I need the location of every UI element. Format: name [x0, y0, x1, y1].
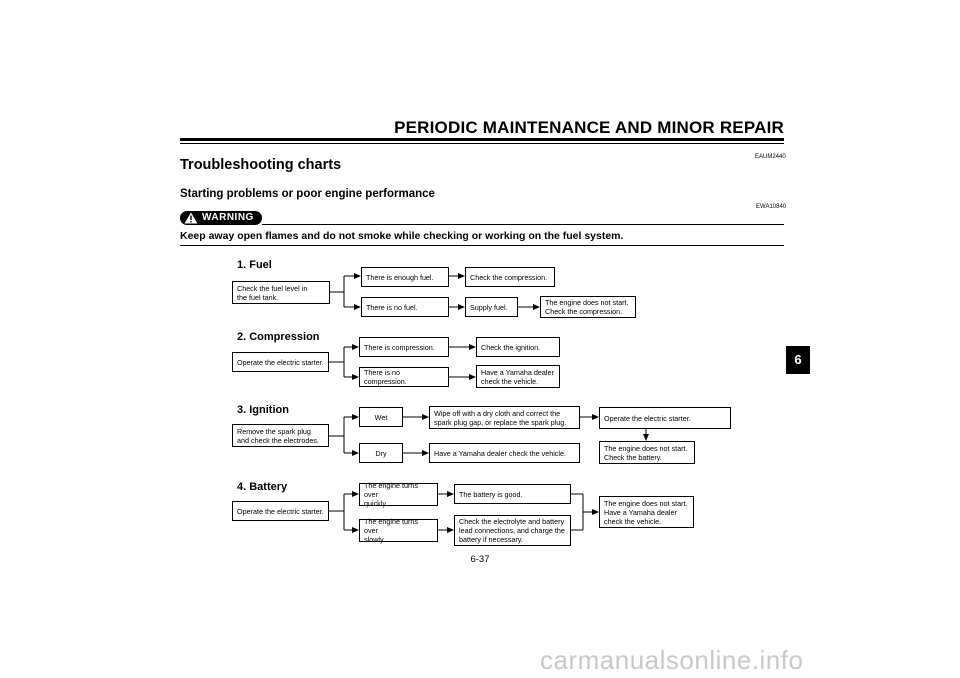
ignition-wet-box: Wet [359, 407, 403, 427]
ignition-wipe-box: Wipe off with a dry cloth and correct the spark plug gap, or replace the spark plug. [429, 406, 580, 429]
compression-start-box: Operate the electric starter. [232, 352, 329, 372]
fuel-supply-box: Supply fuel. [465, 297, 518, 317]
fuel-enough-box: There is enough fuel. [361, 267, 449, 287]
page-subtitle: Starting problems or poor engine performance [180, 188, 435, 200]
ignition-not-start-box: The engine does not start. Check the battery. [599, 441, 695, 464]
compression-yes-box: There is compression. [359, 337, 449, 357]
ignition-operate-box: Operate the electric starter. [599, 407, 731, 429]
battery-slow-box: The engine turns over slowly. [359, 519, 438, 542]
section-code: EAUM2440 [755, 154, 786, 160]
fuel-start-box: Check the fuel level in the fuel tank. [232, 281, 330, 304]
fuel-heading: 1. Fuel [237, 259, 272, 271]
ignition-dealer-box: Have a Yamaha dealer check the vehicle. [429, 443, 580, 463]
watermark: carmanualsonline.info [540, 645, 804, 675]
battery-good-box: The battery is good. [454, 484, 571, 504]
warning-code: EWA10840 [756, 204, 787, 210]
ignition-start-box: Remove the spark plug and check the electrodes. [232, 424, 329, 447]
page-title: Troubleshooting charts [180, 157, 342, 173]
warning-label: WARNING [202, 212, 254, 223]
ignition-dry-box: Dry [359, 443, 403, 463]
chapter-tab: 6 [786, 346, 810, 374]
header-title: PERIODIC MAINTENANCE AND MINOR REPAIR [394, 118, 784, 137]
battery-not-start-box: The engine does not start. Have a Yamaha dealer check the vehicle. [599, 496, 694, 528]
compression-dealer-box: Have a Yamaha dealer check the vehicle. [476, 365, 560, 388]
compression-check-ignition-box: Check the ignition. [476, 337, 560, 357]
battery-start-box: Operate the electric starter. [232, 501, 329, 521]
compression-no-box: There is no compression. [359, 367, 449, 387]
fuel-not-start-box: The engine does not start. Check the compression. [540, 296, 636, 318]
compression-heading: 2. Compression [237, 331, 320, 343]
page-number: 6-37 [470, 554, 490, 565]
fuel-no-fuel-box: There is no fuel. [361, 297, 449, 317]
ignition-heading: 3. Ignition [237, 404, 289, 416]
fuel-check-compression-box: Check the compression. [465, 267, 555, 287]
battery-heading: 4. Battery [237, 481, 288, 493]
battery-electrolyte-box: Check the electrolyte and battery lead connections, and charge the battery if necessary. [454, 515, 571, 546]
battery-quick-box: The engine turns over quickly. [359, 483, 438, 506]
warning-text: Keep away open flames and do not smoke while checking or working on the fuel system. [180, 230, 624, 242]
